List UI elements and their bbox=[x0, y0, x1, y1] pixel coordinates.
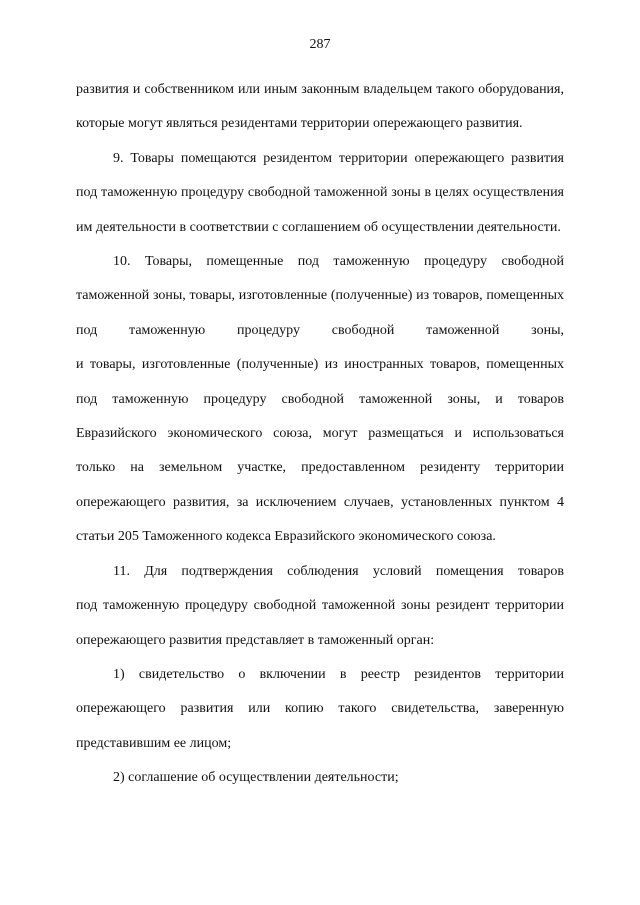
paragraph-item-9 bbox=[76, 142, 564, 245]
text-line: под таможенную процедуру свободной таможенной зоны в целях осуществления bbox=[76, 185, 564, 201]
text-line: опережающего развития, за исключением случаев, установленных пунктом 4 bbox=[76, 494, 564, 510]
text-line: опережающего развития или копию такого свидетельства, заверенную bbox=[76, 701, 564, 717]
text-line: развития и собственником или иным законным владельцем такого оборудования, bbox=[76, 82, 564, 97]
text-line: и товары, изготовленные (полученные) из иностранных товаров, помещенных bbox=[76, 357, 564, 373]
text-line: только на земельном участке, предоставленном резиденту территории bbox=[76, 460, 564, 476]
text-line: 2) соглашение об осуществлении деятельности; bbox=[113, 770, 399, 786]
text-line: которые могут являться резидентами территории опережающего развития. bbox=[76, 116, 523, 132]
text-line: 10. Товары, помещенные под таможенную процедуру свободной bbox=[113, 254, 564, 270]
text-line: 11. Для подтверждения соблюдения условий помещения товаров bbox=[113, 563, 564, 579]
text-line: под таможенную процедуру свободной таможенной зоны, bbox=[76, 322, 564, 338]
text-line: опережающего развития представляет в таможенный орган: bbox=[76, 632, 435, 648]
text-line: 9. Товары помещаются резидентом территории опережающего развития bbox=[113, 150, 564, 166]
text-line: им деятельности в соответствии с соглашением об осуществлении деятельности. bbox=[76, 219, 561, 235]
subitem-2 bbox=[76, 761, 564, 795]
text-line: таможенной зоны, товары, изготовленные (полученные) из товаров, помещенных bbox=[76, 288, 564, 304]
text-line: представившим ее лицом; bbox=[76, 735, 232, 751]
subitem-1 bbox=[76, 658, 564, 761]
paragraph-continuation bbox=[76, 73, 564, 142]
paragraph-item-11 bbox=[76, 555, 564, 658]
text-line: 1) свидетельство о включении в реестр резидентов территории bbox=[113, 666, 564, 682]
text-line: статьи 205 Таможенного кодекса Евразийского экономического союза. bbox=[76, 529, 496, 545]
page-number: 287 bbox=[309, 37, 331, 52]
document-body bbox=[76, 73, 564, 796]
paragraph-item-10 bbox=[76, 245, 564, 555]
text-line: Евразийского экономического союза, могут размещаться и использоваться bbox=[76, 426, 564, 442]
text-line: под таможенную процедуру свободной таможенной зоны, и товаров bbox=[76, 391, 564, 407]
text-line: под таможенную процедуру свободной таможенной зоны резидент территории bbox=[76, 598, 564, 614]
